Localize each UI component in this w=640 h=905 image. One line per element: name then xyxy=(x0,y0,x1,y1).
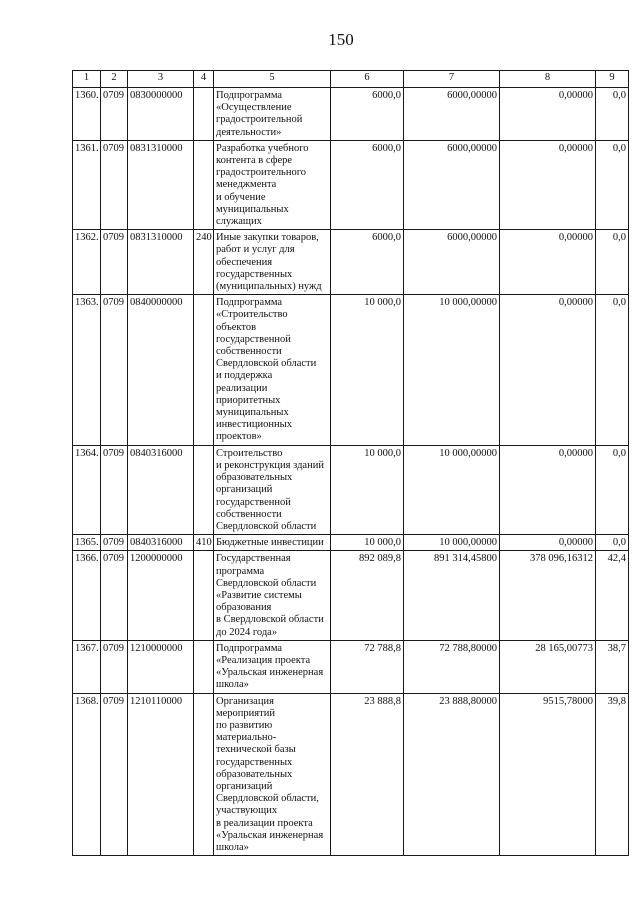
table-row xyxy=(73,551,629,640)
header-cell: 6 xyxy=(331,71,404,88)
item-name-line: «Уральская инженерная xyxy=(216,829,324,841)
expense-type xyxy=(194,640,214,693)
item-name-line: и реконструкция зданий xyxy=(216,459,324,471)
row-number: 1368. xyxy=(73,693,101,856)
item-name-line: и поддержка xyxy=(216,370,273,382)
item-name-line: приоритетных xyxy=(216,394,281,406)
execution-percent: 0,0 xyxy=(596,295,629,445)
item-name-line: школа» xyxy=(216,841,249,853)
planned-amount: 6000,0 xyxy=(331,140,404,229)
planned-amount: 892 089,8 xyxy=(331,551,404,640)
item-name-line: государственных xyxy=(216,756,293,768)
executed-amount: 28 165,00773 xyxy=(500,640,596,693)
header-cell: 1 xyxy=(73,71,101,88)
target-code: 1200000000 xyxy=(128,551,194,640)
expense-type xyxy=(194,295,214,445)
table-row xyxy=(73,693,629,856)
section-code: 0709 xyxy=(101,535,128,551)
header-row xyxy=(73,71,629,88)
row-number: 1366. xyxy=(73,551,101,640)
target-code: 0840316000 xyxy=(128,535,194,551)
table-row xyxy=(73,640,629,693)
item-name-line: обеспечения xyxy=(216,256,273,268)
item-name-line: служащих xyxy=(216,216,262,228)
item-name-line: Подпрограмма xyxy=(216,297,283,309)
execution-percent: 0,0 xyxy=(596,535,629,551)
section-code: 0709 xyxy=(101,693,128,856)
planned-amount: 23 888,8 xyxy=(331,693,404,856)
table-row xyxy=(73,88,629,141)
row-number: 1363. xyxy=(73,295,101,445)
table-row xyxy=(73,295,629,445)
row-number: 1361. xyxy=(73,140,101,229)
executed-amount: 378 096,16312 xyxy=(500,551,596,640)
target-code: 1210110000 xyxy=(128,693,194,856)
item-name-line: работ и услуг для xyxy=(216,244,295,256)
target-code: 0840000000 xyxy=(128,295,194,445)
section-code: 0709 xyxy=(101,230,128,295)
expense-type xyxy=(194,551,214,640)
item-name-line: Свердловской области xyxy=(216,577,317,589)
approved-amount: 891 314,45800 xyxy=(404,551,500,640)
table-row xyxy=(73,445,629,534)
item-name-line: государственной xyxy=(216,496,291,508)
header-cell: 3 xyxy=(128,71,194,88)
item-name xyxy=(214,693,331,856)
execution-percent: 0,0 xyxy=(596,140,629,229)
item-name-line: Разработка учебного xyxy=(216,142,309,154)
item-name-line: участвующих xyxy=(216,805,278,817)
item-name-line: Подпрограмма xyxy=(216,642,283,654)
item-name-line: Организация xyxy=(216,695,274,707)
item-name-line: программа xyxy=(216,565,265,577)
executed-amount: 0,00000 xyxy=(500,140,596,229)
header-cell: 4 xyxy=(194,71,214,88)
item-name-line: объектов xyxy=(216,321,257,333)
item-name-line: инвестиционных xyxy=(216,419,292,431)
expense-type: 410 xyxy=(194,535,214,551)
item-name-line: «Реализация проекта xyxy=(216,654,311,666)
planned-amount: 6000,0 xyxy=(331,230,404,295)
item-name-line: Государственная xyxy=(216,553,291,565)
row-number: 1362. xyxy=(73,230,101,295)
item-name xyxy=(214,551,331,640)
expense-type xyxy=(194,140,214,229)
executed-amount: 0,00000 xyxy=(500,295,596,445)
header-cell: 5 xyxy=(214,71,331,88)
header-cell: 8 xyxy=(500,71,596,88)
item-name-line: деятельности» xyxy=(216,126,282,138)
item-name-line: муниципальных xyxy=(216,203,289,215)
row-number: 1364. xyxy=(73,445,101,534)
section-code: 0709 xyxy=(101,445,128,534)
item-name-line: образовательных xyxy=(216,472,293,484)
table-row xyxy=(73,230,629,295)
section-code: 0709 xyxy=(101,551,128,640)
execution-percent: 0,0 xyxy=(596,445,629,534)
item-name-line: собственности xyxy=(216,346,282,358)
table-row xyxy=(73,140,629,229)
section-code: 0709 xyxy=(101,295,128,445)
approved-amount: 6000,00000 xyxy=(404,140,500,229)
approved-amount: 23 888,80000 xyxy=(404,693,500,856)
expense-type xyxy=(194,88,214,141)
item-name xyxy=(214,230,331,295)
approved-amount: 10 000,00000 xyxy=(404,445,500,534)
target-code: 0831310000 xyxy=(128,230,194,295)
table-row xyxy=(73,535,629,551)
planned-amount: 10 000,0 xyxy=(331,535,404,551)
item-name-line: собственности xyxy=(216,508,282,520)
item-name-line: мероприятий xyxy=(216,707,275,719)
planned-amount: 6000,0 xyxy=(331,88,404,141)
executed-amount: 0,00000 xyxy=(500,535,596,551)
item-name-line: технической базы xyxy=(216,744,296,756)
item-name-line: образовательных xyxy=(216,768,293,780)
approved-amount: 72 788,80000 xyxy=(404,640,500,693)
item-name-line: (муниципальных) нужд xyxy=(216,281,322,293)
expense-type: 240 xyxy=(194,230,214,295)
item-name-line: Свердловской области xyxy=(216,358,317,370)
item-name-line: организаций xyxy=(216,780,273,792)
item-name-line: проектов» xyxy=(216,431,262,443)
item-name-line: градостроительной xyxy=(216,114,303,126)
item-name-line: Свердловской области xyxy=(216,520,317,532)
header-cell: 7 xyxy=(404,71,500,88)
item-name-line: контента в сфере xyxy=(216,155,293,167)
approved-amount: 10 000,00000 xyxy=(404,295,500,445)
budget-table xyxy=(72,70,629,856)
section-code: 0709 xyxy=(101,140,128,229)
item-name-line: и обучение xyxy=(216,191,266,203)
item-name-line: материально- xyxy=(216,732,277,744)
item-name xyxy=(214,640,331,693)
executed-amount: 0,00000 xyxy=(500,88,596,141)
planned-amount: 72 788,8 xyxy=(331,640,404,693)
executed-amount: 0,00000 xyxy=(500,230,596,295)
item-name-line: школа» xyxy=(216,679,249,691)
item-name-line: государственных xyxy=(216,268,293,280)
approved-amount: 6000,00000 xyxy=(404,230,500,295)
planned-amount: 10 000,0 xyxy=(331,445,404,534)
item-name-line: Бюджетные инвестиции xyxy=(216,537,324,549)
item-name-line: по развитию xyxy=(216,719,273,731)
item-name xyxy=(214,88,331,141)
header-cell: 9 xyxy=(596,71,629,88)
item-name-line: образования xyxy=(216,602,272,614)
item-name-line: «Уральская инженерная xyxy=(216,667,324,679)
execution-percent: 42,4 xyxy=(596,551,629,640)
item-name-line: «Развитие системы xyxy=(216,589,302,601)
target-code: 1210000000 xyxy=(128,640,194,693)
section-code: 0709 xyxy=(101,88,128,141)
section-code: 0709 xyxy=(101,640,128,693)
item-name-line: муниципальных xyxy=(216,407,289,419)
item-name xyxy=(214,140,331,229)
execution-percent: 0,0 xyxy=(596,88,629,141)
row-number: 1367. xyxy=(73,640,101,693)
execution-percent: 39,8 xyxy=(596,693,629,856)
item-name-line: в Свердловской области xyxy=(216,614,324,626)
row-number: 1360. xyxy=(73,88,101,141)
target-code: 0840316000 xyxy=(128,445,194,534)
item-name-line: до 2024 года» xyxy=(216,626,278,638)
approved-amount: 6000,00000 xyxy=(404,88,500,141)
item-name xyxy=(214,535,331,551)
header-cell: 2 xyxy=(101,71,128,88)
planned-amount: 10 000,0 xyxy=(331,295,404,445)
target-code: 0831310000 xyxy=(128,140,194,229)
execution-percent: 0,0 xyxy=(596,230,629,295)
item-name-line: Подпрограмма xyxy=(216,90,283,101)
item-name-line: государственной xyxy=(216,333,291,345)
item-name-line: «Строительство xyxy=(216,309,288,321)
item-name-line: Строительство xyxy=(216,447,283,459)
item-name-line: организаций xyxy=(216,484,273,496)
item-name-line: менеджмента xyxy=(216,179,277,191)
expense-type xyxy=(194,445,214,534)
expense-type xyxy=(194,693,214,856)
page-number: 150 xyxy=(328,30,354,49)
execution-percent: 38,7 xyxy=(596,640,629,693)
item-name-line: реализации xyxy=(216,382,268,394)
table-body xyxy=(73,88,629,856)
executed-amount: 0,00000 xyxy=(500,445,596,534)
item-name-line: в реализации проекта xyxy=(216,817,313,829)
item-name-line: Свердловской области, xyxy=(216,793,319,805)
item-name xyxy=(214,445,331,534)
item-name-line: «Осуществление xyxy=(216,102,292,114)
target-code: 0830000000 xyxy=(128,88,194,141)
executed-amount: 9515,78000 xyxy=(500,693,596,856)
approved-amount: 10 000,00000 xyxy=(404,535,500,551)
row-number: 1365. xyxy=(73,535,101,551)
item-name xyxy=(214,295,331,445)
item-name-line: градостроительного xyxy=(216,167,307,179)
item-name-line: Иные закупки товаров, xyxy=(216,232,319,244)
